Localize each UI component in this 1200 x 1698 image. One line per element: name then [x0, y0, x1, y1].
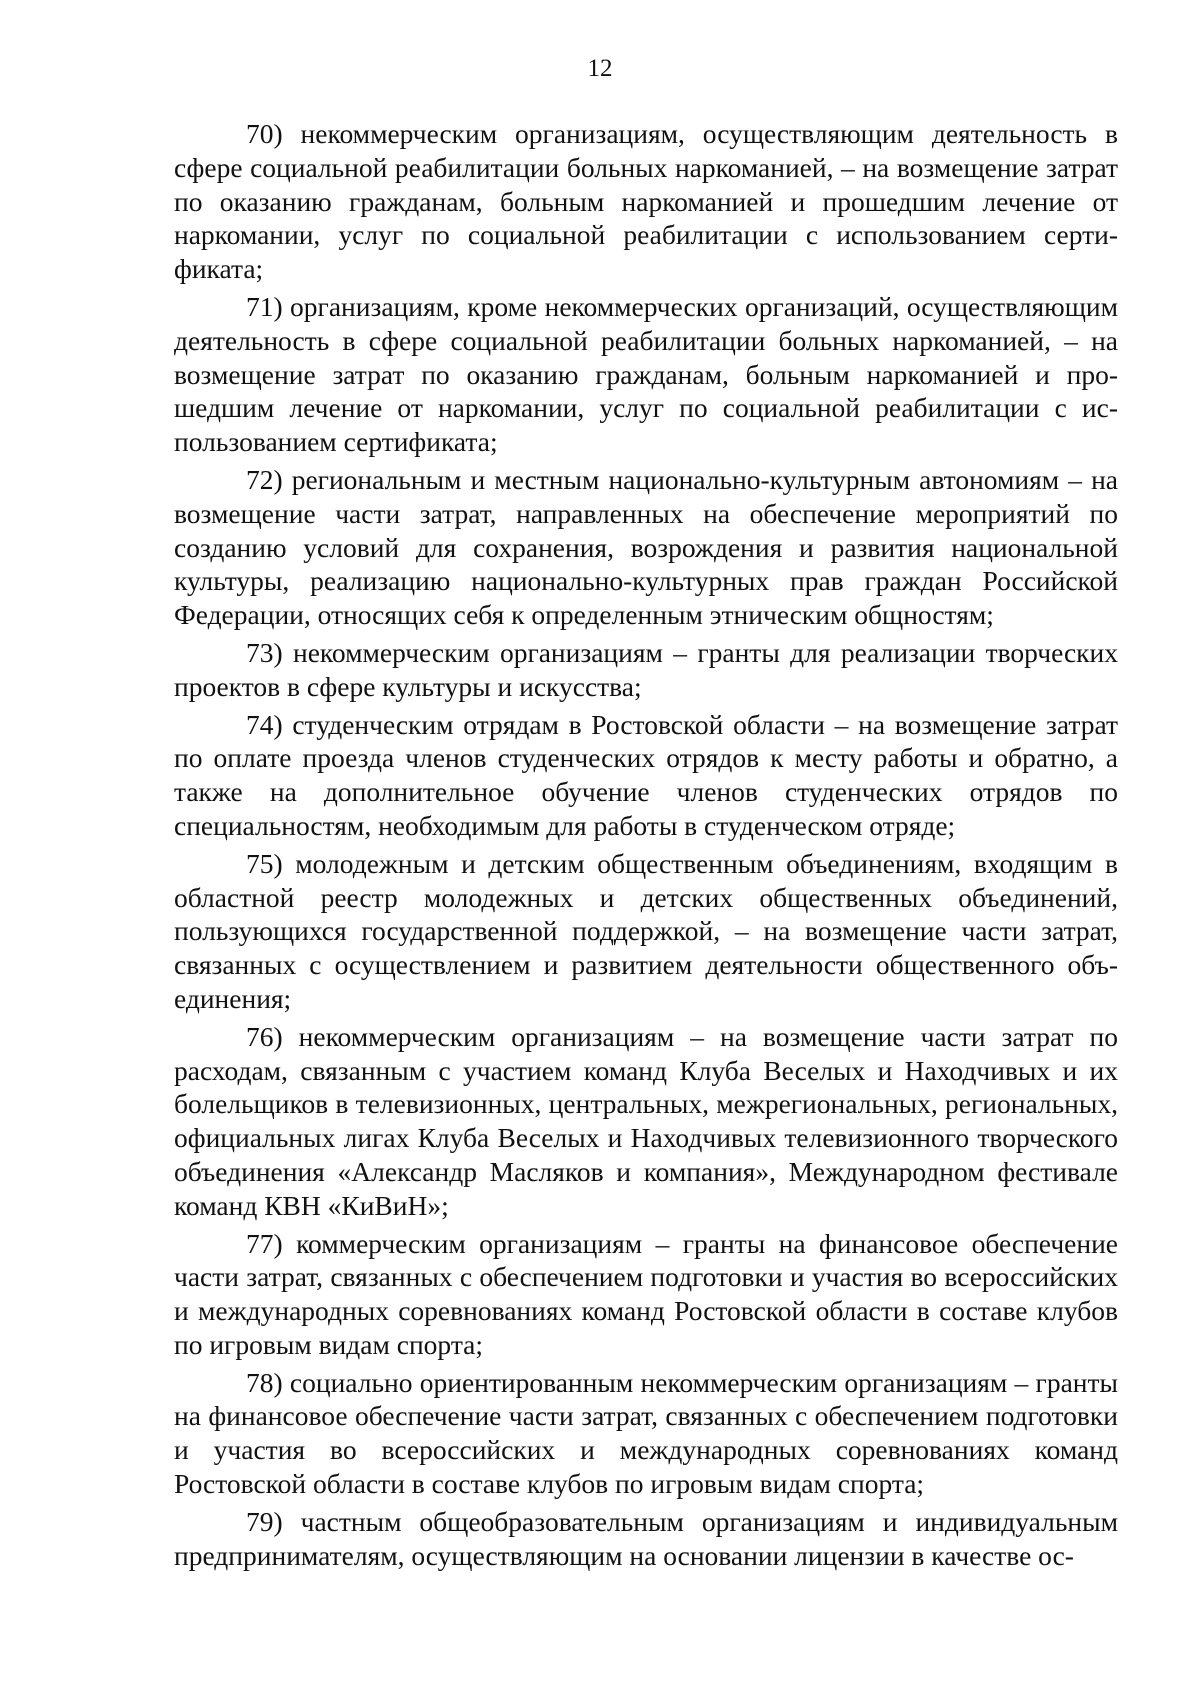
list-item-79: 79) частным общеобразовательным организациям и индивидуальным предпринимателям, осуществляющим на основании лицензии в качестве ос- — [174, 1505, 1118, 1571]
document-body — [174, 117, 1118, 1576]
list-item-74: 74) студенческим отрядам в Ростовской области – на возмещение затрат по оплате проезда членов студенческих отрядов к месту работы и обратно, а также на дополнительное обучение членов студенческих отрядов по специальностям, необходимым для работы в студенческом отряде; — [174, 708, 1118, 841]
page-number: 12 — [587, 55, 613, 82]
list-item-70: 70) некоммерческим организациям, осуществляющим деятельность в сфере социальной реабилитации больных наркоманией, – на возмещение затрат по оказанию гражданам, больным наркоманией и прошедшим лечение от наркомании, услуг по социальной реабилитации с использованием сертификата; — [174, 118, 1118, 285]
list-item-78: 78) социально ориентированным некоммерческим организациям – гранты на финансовое обеспечение части затрат, связанных с обеспечением подготовки и участия во всероссийских и международных соревнованиях команд Ростовской области в составе клубов по игровым видам спорта; — [174, 1366, 1118, 1500]
list-item-73: 73) некоммерческим организациям – гранты для реализации творческих проектов в сфере культуры и искусства; — [174, 636, 1118, 702]
list-item-72: 72) региональным и местным национально-культурным автономиям – на возмещение части затрат, направленных на обеспечение мероприятий по созданию условий для сохранения, возрождения и развития национальной культуры, реализацию национально-культурных прав граждан Российской Федерации, относящих себя к определенным этническим общностям; — [174, 463, 1118, 631]
list-item-77: 77) коммерческим организациям – гранты на финансовое обеспечение части затрат, связанных с обеспечением подготовки и участия во всероссийских и международных соревнованиях команд Ростовской области в составе клубов по игровым видам спорта; — [174, 1227, 1118, 1360]
list-item-71: 71) организациям, кроме некоммерческих организаций, осуществляющим деятельность в сфере социальной реабилитации больных наркоманией, – на возмещение затрат по оказанию гражданам, больным наркоманией и прошедшим лечение от наркомании, услуг по социальной реабилитации с использованием сертификата; — [174, 290, 1118, 458]
list-item-76: 76) некоммерческим организациям – на возмещение части затрат по расходам, связанным с участием команд Клуба Веселых и Находчивых и их болельщиков в телевизионных, центральных, межрегиональных, региональных, официальных лигах Клуба Веселых и Находчивых телевизионного творческого объединения «Александр Масляков и компания», Международном фестивале команд КВН «КиВиН»; — [174, 1020, 1118, 1221]
list-item-75: 75) молодежным и детским общественным объединениям, входящим в областной реестр молодежных и детских общественных объединений, пользующихся государственной поддержкой, – на возмещение части затрат, связанных с осуществлением и развитием деятельности общественного объединения; — [174, 847, 1118, 1014]
